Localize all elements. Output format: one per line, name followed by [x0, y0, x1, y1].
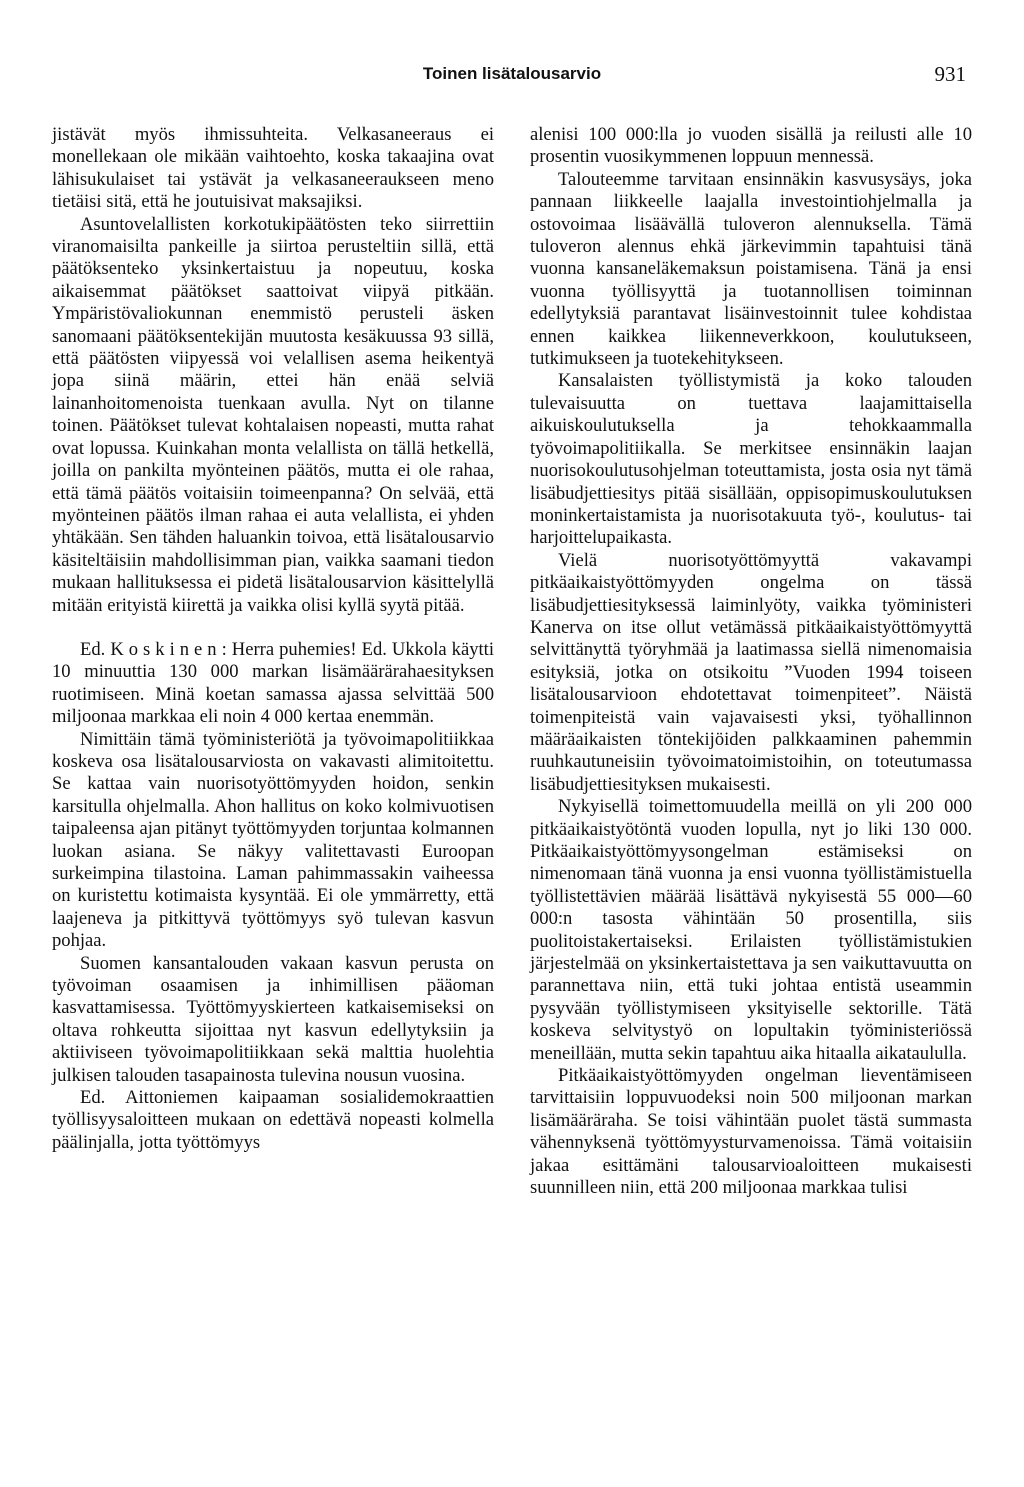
- page-title: Toinen lisätalousarvio: [422, 64, 602, 83]
- paragraph: Kansalaisten työllistymistä ja koko talouden tulevaisuutta on tuettava laajamittaisella aikuiskoulutuksella ja tehokkaammalla työvoimapolitiikalla. Se merkitsee ensinnäkin laajan nuorisokoulutusohjelman toteuttamista, josta osia nyt tämä lisäbudjettiesitys pitää sisällään, oppisopimuskoulutuksen moninkertaistamista ja nuorisotakuuta työ-, koulutus- tai harjoittelupaikasta.: [530, 370, 972, 549]
- paragraph: alenisi 100 000:lla jo vuoden sisällä ja reilusti alle 10 prosentin vuosikymmenen loppuun mennessä.: [530, 124, 972, 168]
- right-column: [530, 124, 972, 1200]
- page-number: 931: [934, 62, 966, 86]
- paragraph: Suomen kansantalouden vakaan kasvun perusta on työvoiman osaamisen ja inhimillisen pääoman kasvattamisessa. Työttömyyskierteen katkaisemiseksi on oltava rohkeutta sijoittaa nyt kasvun edellytyksiin ja aktiiviseen työvoimapolitiikkaan sekä malttia huolehtia julkisen talouden tasapainosta tulevina nousun vuosina.: [52, 952, 494, 1086]
- paragraph: jistävät myös ihmissuhteita. Velkasaneeraus ei monellekaan ole mikään vaihtoehto, koska takaajina ovat lähisukulaiset tai ystävät ja velkasaneeraukseen meno tietäisi sitä, että he joutuisivat maksajiksi.: [52, 124, 494, 213]
- paragraph: Ed. Aittoniemen kaipaaman sosialidemokraattien työllisyysaloitteen mukaan on edettävä nopeasti kolmella päälinjalla, jotta työttömyys: [52, 1087, 494, 1153]
- left-column: [52, 124, 494, 1154]
- paragraph: Asuntovelallisten korkotukipäätösten teko siirrettiin viranomaisilta pankeille ja siirtoa perusteltiin sillä, että päätöksenteko yksinkertaistuu ja nopeutuu, koska aikaisemmat päätökset saattoivat viipyä pitkään. Ympäristövaliokunnan enemmistö perusteli äsken sanomaani päätöksentekijän muutosta kesäkuussa 93 sillä, että päätösten viipyessä voi velallisen asema heikentyä jopa siinä määrin, ettei hän enää selviä lainanhoitomenoista tuenkaan avulla. Nyt on tilanne toinen. Päätökset tulevat kohtalaisen nopeasti, mutta rahat ovat lopussa. Kuinkahan monta velallista on tällä hetkellä, joilla on pankilta myönteinen päätös, mutta ei ole rahaa, että tämä päätös voitaisiin toimeenpanna? On selvää, että myönteinen päätös ilman rahaa ei auta velallista, ei yhden yhtäkään. Sen tähden haluankin toivoa, että lisätalousarvio käsiteltäisiin mahdollisimman pian, vaikka saamani tiedon mukaan hallituksessa ei pidetä lisätalousarvion käsittelyllä mitään erityistä kiirettä ja vaikka olisi kyllä syytä pitää.: [52, 213, 494, 616]
- paragraph: Nimittäin tämä työministeriötä ja työvoimapolitiikkaa koskeva osa lisätalousarviosta on vakavasti alimitoitettu. Se kattaa vain nuorisotyöttömyyden hoidon, senkin karsitulla ohjelmalla. Ahon hallitus on koko kolmivuotisen taipaleensa ajan pitänyt työttömyyden torjuntaa kolmannen luokan asiana. Se näkyy valitettavasti Euroopan surkeimpina tilastoina. Laman pahimmassakin vaiheessa on kuristettu kotimaista kysyntää. Ei ole ymmärretty, että laajeneva ja pitkittyvä työttömyys syö tulevan kasvun pohjaa.: [52, 728, 494, 952]
- speaker-prefix: Ed.: [80, 638, 111, 660]
- speech-text: : Herra puhemies! Ed. Ukkola käytti 10 minuuttia 130 000 markan lisämäärärahaesityksen ruotimiseen. Minä koetan samassa ajassa selvittää 500 miljoonaa markkaa eli noin 4 000 kertaa enemmän.: [52, 638, 494, 728]
- paragraph: Vielä nuorisotyöttömyyttä vakavampi pitkäaikaistyöttömyyden ongelma on tässä lisäbudjettiesityksessä laiminlyöty, vaikka työministeri Kanerva on itse ollut vetämässä pitkäaikaistyöttömyyttä selvittänyttä työryhmää ja laatimassa siellä nimenomaisia esityksiä, jotka on otsikoitu ”Vuoden 1994 toiseen lisätalousarvioon ehdotettavat toimenpiteet”. Näistä toimenpiteistä vain vajavaisesti yksi, työhallinnon määräaikaisten töntekijöiden palkkaaminen pahemmin ruuhkautuneisiin työvoimatoimistoihin, on toteutumassa lisäbudjettiesityksen mukaisesti.: [530, 549, 972, 795]
- paragraph: Nykyisellä toimettomuudella meillä on yli 200 000 pitkäaikaistyötöntä vuoden lopulla, nyt jo liki 130 000. Pitkäaikaistyöttömyysongelman estämiseksi on nimenomaan tänä vuonna ja ensi vuonna työllistämistuella työllistettävien määrää lisättävä nykyisestä 55 000—60 000:n tasosta vähintään 50 prosentilla, siis puolitoistakertaiseksi. Erilaisten työllistämistukien järjestelmää on yksinkertaistettava ja sen vaikuttavuutta on parannettava niin, että tuki johtaa entistä useammin pysyvään työllistymiseen yksityiselle sektorille. Tätä koskeva selvitystyö on lopultakin työministeriössä meneillään, mutta sekin tapahtuu aika hitaalla aikataululla.: [530, 796, 972, 1064]
- paragraph: Pitkäaikaistyöttömyyden ongelman lieventämiseen tarvittaisiin loppuvuodeksi noin 500 miljoonan markan lisämääräraha. Se toisi vähintään puolet tästä summasta vähennyksenä työttömyysturvamenoissa. Tämä voitaisiin jakaa esittämäni talousarvioaloitteen mukaisesti suunnilleen niin, että 200 miljoonaa markkaa tulisi: [530, 1065, 972, 1199]
- paragraph: Talouteemme tarvitaan ensinnäkin kasvusysäys, joka pannaan liikkeelle laajalla investointiohjelmalla ja ostovoimaa lisäävällä tuloveron alennuksella. Tämä tuloveron alennus ehkä järkevimmin tapahtuisi tänä vuonna kansaneläkemaksun poistamisena. Tänä ja ensi vuonna työllisyyttä ja tuotannollisen toiminnan edellytyksiä parantavat lisäinvestoinnit tulee kohdistaa ennen kaikkea liikenneverkkoon, koulutukseen, tutkimukseen ja tuotekehitykseen.: [530, 168, 972, 370]
- running-header: [0, 64, 1024, 90]
- speaker-name: Koskinen: [110, 638, 222, 660]
- speaker-paragraph: [52, 639, 494, 729]
